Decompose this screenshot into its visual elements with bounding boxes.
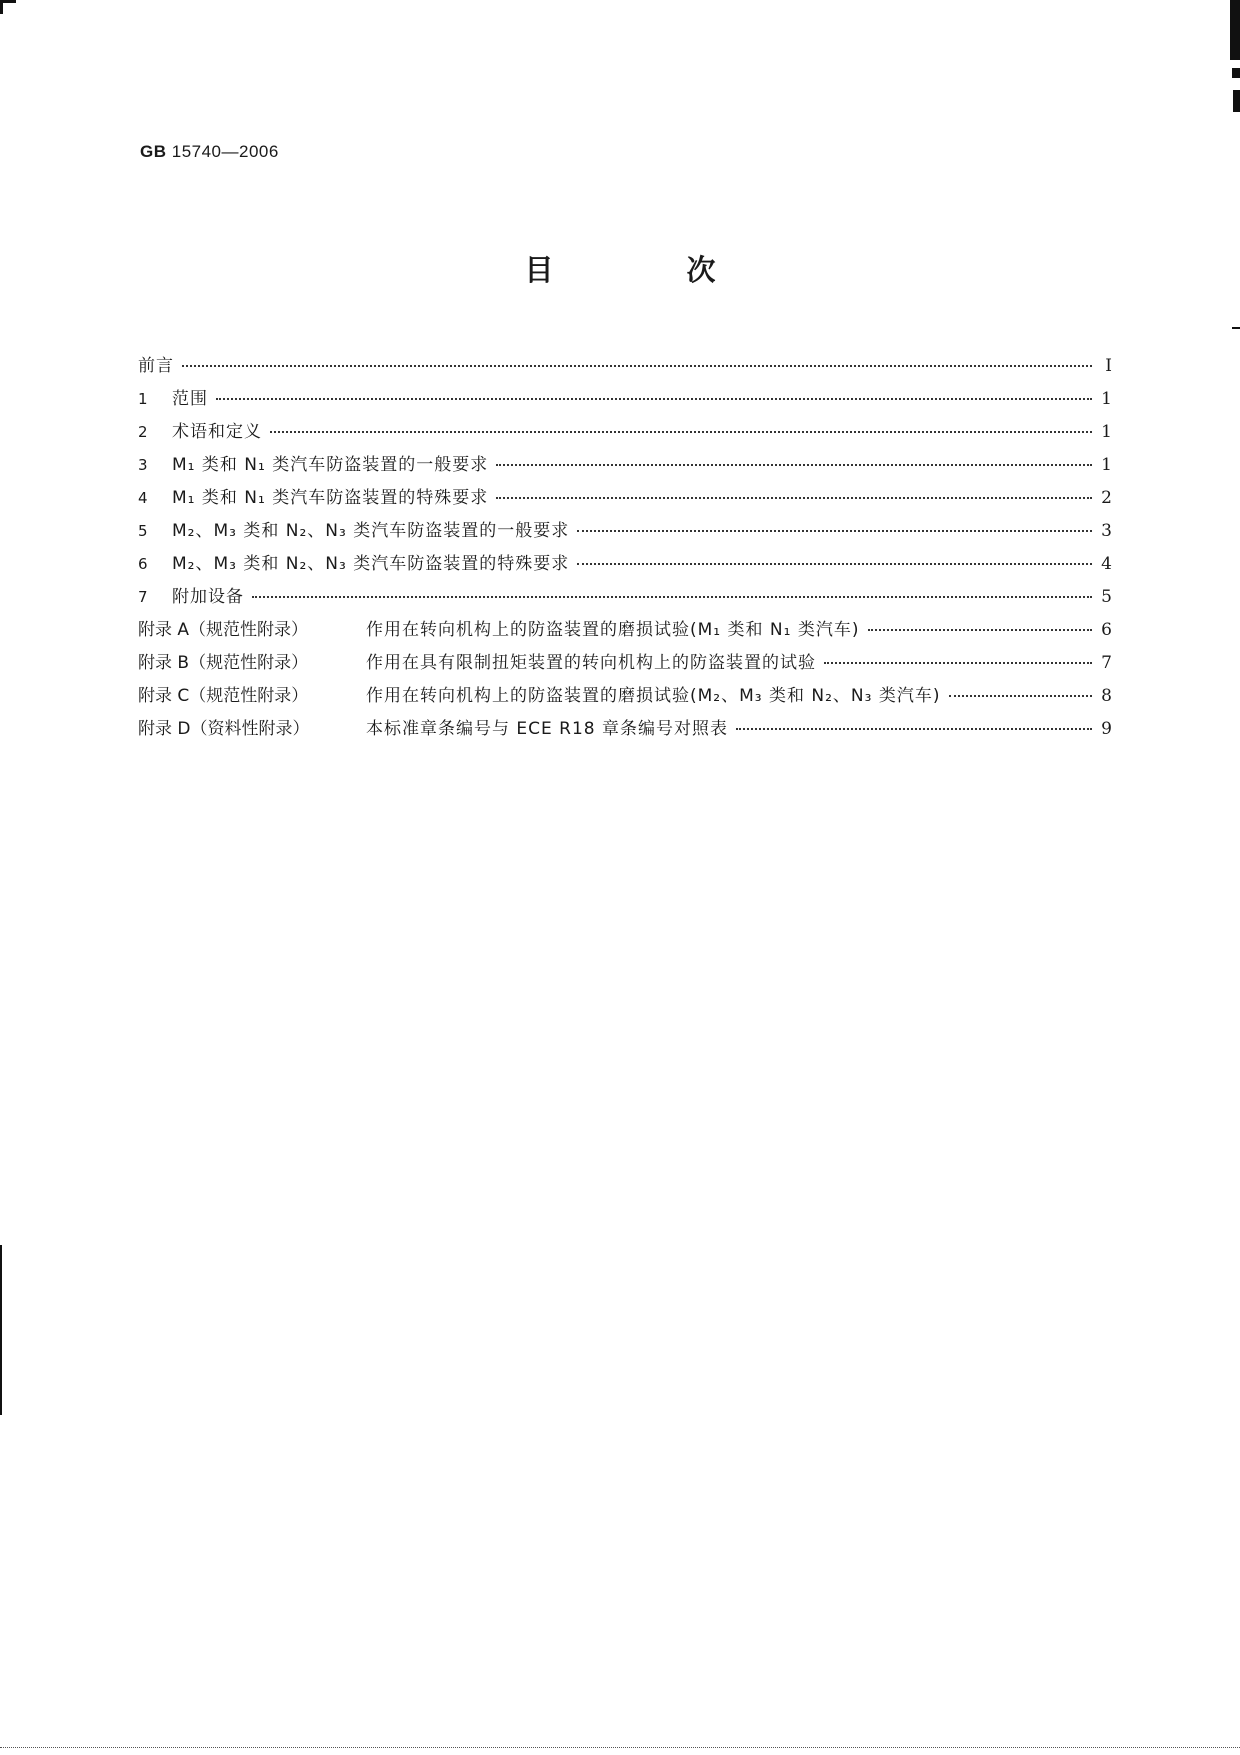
toc-row-appendix-c[interactable] [138,681,1112,714]
toc-page-number: Ⅰ [1105,356,1112,376]
toc-entry-text: M₁ 类和 N₁ 类汽车防盗装置的特殊要求 [172,488,489,508]
scan-bottom-line [0,1747,1240,1748]
toc-entry-number: 6 [138,555,148,573]
scan-edge-mark [1232,327,1240,329]
scan-edge-mark [0,1245,2,1415]
toc-page-number: 1 [1101,389,1112,409]
toc-entry-text: M₁ 类和 N₁ 类汽车防盗装置的一般要求 [172,455,489,475]
toc-row-7[interactable] [138,582,1112,615]
appendix-label: 附录 A（规范性附录） [138,620,309,640]
toc-leader-dots [270,431,1092,433]
toc-entry-number: 2 [138,423,148,441]
toc-page-number: 5 [1101,587,1112,607]
toc-row-2[interactable] [138,417,1112,450]
toc-row-appendix-d[interactable] [138,714,1112,747]
toc-entry-number: 1 [138,390,148,408]
toc-row-foreword[interactable] [138,351,1112,384]
toc-leader-dots [182,365,1092,367]
toc-entry-text: M₂、M₃ 类和 N₂、N₃ 类汽车防盗装置的一般要求 [172,521,570,541]
toc-entry-text: 作用在转向机构上的防盗装置的磨损试验(M₂、M₃ 类和 N₂、N₃ 类汽车) [366,686,941,706]
toc-entry-text: 作用在转向机构上的防盗装置的磨损试验(M₁ 类和 N₁ 类汽车) [366,620,860,640]
toc-page-number: 7 [1101,653,1112,673]
toc-entry-number: 3 [138,456,148,474]
toc-row-appendix-b[interactable] [138,648,1112,681]
toc-page-number: 9 [1101,719,1112,739]
toc-entry-number: 5 [138,522,148,540]
toc-leader-dots [496,497,1092,499]
toc-page-number: 6 [1101,620,1112,640]
toc-leader-dots [496,464,1092,466]
toc-entry-text: 附加设备 [172,587,244,607]
toc-page-number: 8 [1101,686,1112,706]
toc-entry-text: M₂、M₃ 类和 N₂、N₃ 类汽车防盗装置的特殊要求 [172,554,570,574]
toc-entry-number: 7 [138,588,148,606]
appendix-label: 附录 C（规范性附录） [138,686,309,706]
toc-title: 目 次 [524,253,768,287]
appendix-label: 附录 D（资料性附录） [138,719,310,739]
toc-row-5[interactable] [138,516,1112,549]
toc-entry-text: 本标准章条编号与 ECE R18 章条编号对照表 [366,719,729,739]
toc-leader-dots [216,398,1092,400]
toc-leader-dots [736,728,1092,730]
scan-edge-mark [1233,90,1240,112]
toc-page-number: 4 [1101,554,1112,574]
toc-entry-text: 作用在具有限制扭矩装置的转向机构上的防盗装置的试验 [366,653,816,673]
toc-entry-text: 范围 [172,389,208,409]
toc-entry-text: 术语和定义 [172,422,262,442]
toc-leader-dots [824,662,1092,664]
standard-number: 15740—2006 [171,142,279,161]
scan-edge-mark [1230,0,1240,60]
table-of-contents [138,351,1112,747]
toc-row-6[interactable] [138,549,1112,582]
standard-prefix: GB [140,142,167,161]
standard-code [140,142,279,162]
toc-page-number: 2 [1101,488,1112,508]
toc-row-appendix-a[interactable] [138,615,1112,648]
toc-leader-dots [252,596,1092,598]
appendix-label: 附录 B（规范性附录） [138,653,309,673]
toc-page-number: 1 [1101,455,1112,475]
toc-entry-number: 4 [138,489,148,507]
scan-corner-mark [0,0,3,14]
toc-entry-text: 前言 [138,356,174,376]
toc-leader-dots [577,563,1092,565]
toc-page-number: 3 [1101,521,1112,541]
toc-leader-dots [577,530,1092,532]
toc-row-1[interactable] [138,384,1112,417]
toc-row-4[interactable] [138,483,1112,516]
scan-edge-mark [1232,68,1240,78]
toc-leader-dots [868,629,1093,631]
toc-page-number: 1 [1101,422,1112,442]
toc-row-3[interactable] [138,450,1112,483]
toc-leader-dots [949,695,1092,697]
